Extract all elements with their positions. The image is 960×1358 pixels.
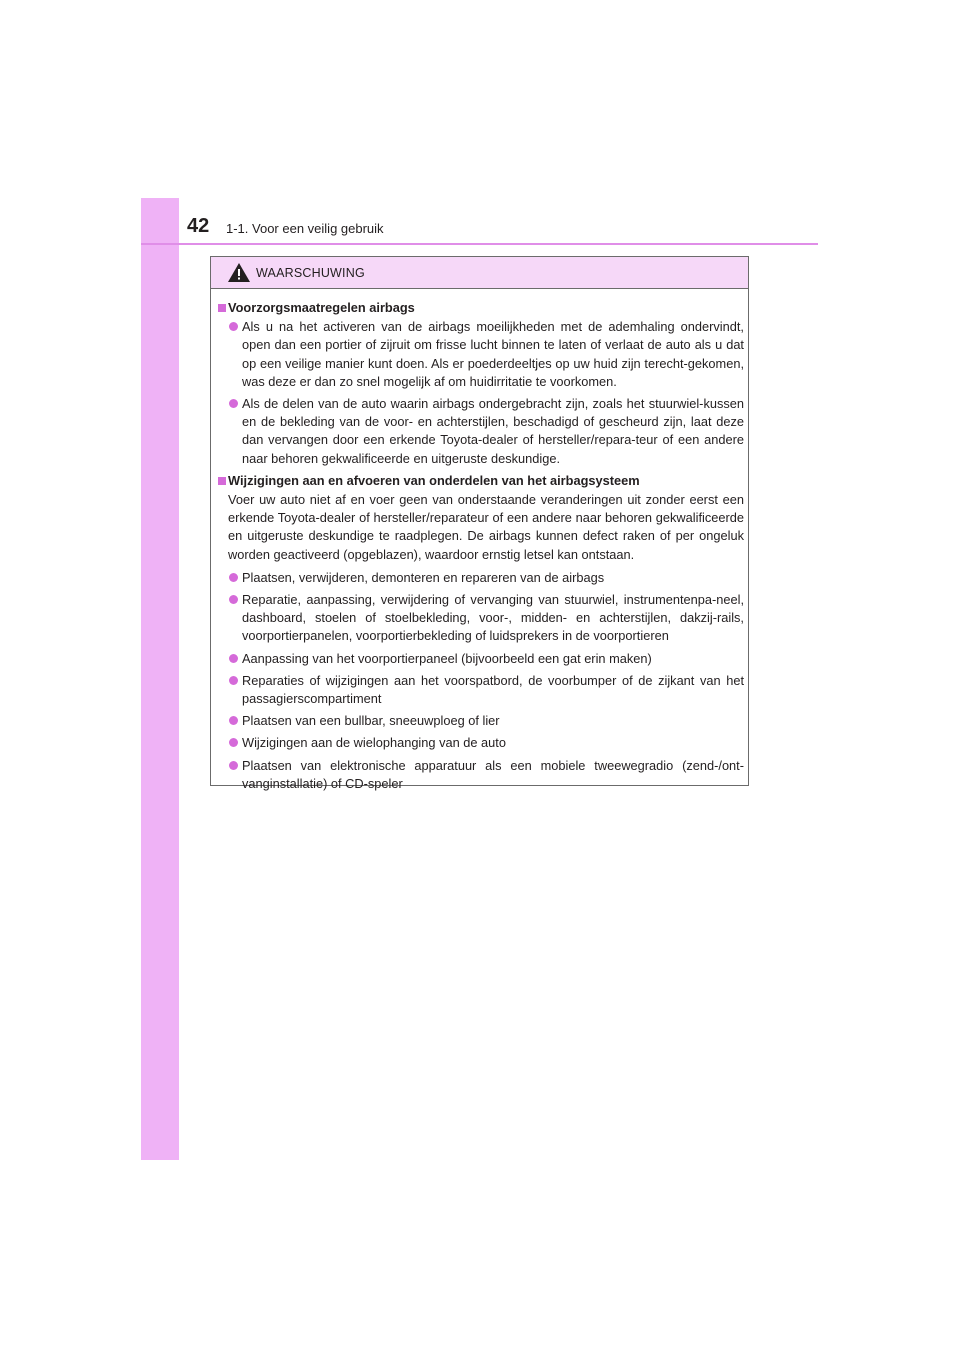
circle-bullet-icon: [229, 322, 238, 331]
list-item: [218, 712, 744, 730]
warning-label: WAARSCHUWING: [256, 266, 365, 280]
circle-bullet-icon: [229, 716, 238, 725]
list-item: [218, 395, 744, 468]
list-item-text: Reparatie, aanpassing, verwijdering of vervanging van stuurwiel, instrumentenpa-neel, dashboard, stoelen of stoelbekleding, voor-, midden- en achterstijlen, dakzij-rails, voorportierpanelen, voorportierbekleding of luidsprekers in de voorportieren: [242, 592, 744, 644]
circle-bullet-icon: [229, 573, 238, 582]
list-item: [218, 569, 744, 587]
list-item: [218, 672, 744, 708]
header-divider: [141, 243, 818, 245]
list-item-text: Reparaties of wijzigingen aan het voorspatbord, de voorbumper of de zijkant van het passagierscompartiment: [242, 672, 744, 707]
heading-text: Voorzorgsmaatregelen airbags: [228, 300, 415, 315]
circle-bullet-icon: [229, 399, 238, 408]
list-item-text: Plaatsen van een bullbar, sneeuwploeg of lier: [242, 713, 500, 729]
list-item-text: Wijzigingen aan de wielophanging van de auto: [242, 735, 506, 751]
square-bullet-icon: [218, 304, 226, 312]
page-number: 42: [187, 215, 210, 237]
list-item: [218, 757, 744, 793]
circle-bullet-icon: [229, 676, 238, 685]
list-item-text: Plaatsen, verwijderen, demonteren en repareren van de airbags: [242, 569, 605, 585]
list-item-text: Aanpassing van het voorportierpaneel (bijvoorbeeld een gat erin maken): [242, 650, 652, 666]
section-paragraph: Voer uw auto niet af en voer geen van onderstaande veranderingen uit zonder eerst een erkende Toyota-dealer of hersteller/reparateur of een andere naar behoren gekwalificeerde en uitgeruste deskundige te raadplegen. De airbags kunnen defect raken of per ongeluk worden geactiveerd (opgeblazen), waardoor ernstig letsel kan ontstaan.: [228, 492, 744, 562]
list-item: [218, 318, 744, 391]
chapter-side-band: [141, 198, 179, 1160]
section-heading: [218, 472, 744, 490]
list-item: [218, 591, 744, 646]
list-item-text: Plaatsen van elektronische apparatuur als een mobiele tweewegradio (zend-/ont-vanginstallatie) of CD-speler: [242, 757, 744, 791]
list-item: [218, 734, 744, 752]
warning-content: [218, 299, 744, 797]
warning-triangle-icon: [228, 263, 250, 282]
warning-header: [211, 257, 748, 289]
circle-bullet-icon: [229, 654, 238, 663]
list-item-text: Als de delen van de auto waarin airbags ondergebracht zijn, zoals het stuurwiel-kussen en de bekleding van de voor- en achterstijlen, beschadigd of gescheurd zijn, laat deze dan vervangen door een erkende Toyota-dealer of hersteller/repara-teur of een andere naar behoren gekwalificeerde en uitgeruste deskundige.: [242, 396, 744, 466]
circle-bullet-icon: [229, 595, 238, 604]
list-item: [218, 650, 744, 668]
section-heading: [218, 299, 744, 317]
circle-bullet-icon: [229, 738, 238, 747]
square-bullet-icon: [218, 477, 226, 485]
section-title: 1-1. Voor een veilig gebruik: [226, 221, 384, 236]
circle-bullet-icon: [229, 761, 238, 770]
heading-text: Wijzigingen aan en afvoeren van onderdelen van het airbagsysteem: [228, 472, 640, 488]
warning-box: [210, 256, 749, 791]
list-item-text: Als u na het activeren van de airbags moeilijkheden met de ademhaling ondervindt, open dan een portier of zijruit om frisse lucht binnen te laten of verlaat de auto als u dat op een veilige manier kunt doen. Als er poederdeeltjes op uw huid zijn terecht-gekomen, was deze er dan zo snel mogelijk af om huidirritatie te voorkomen.: [242, 319, 744, 389]
